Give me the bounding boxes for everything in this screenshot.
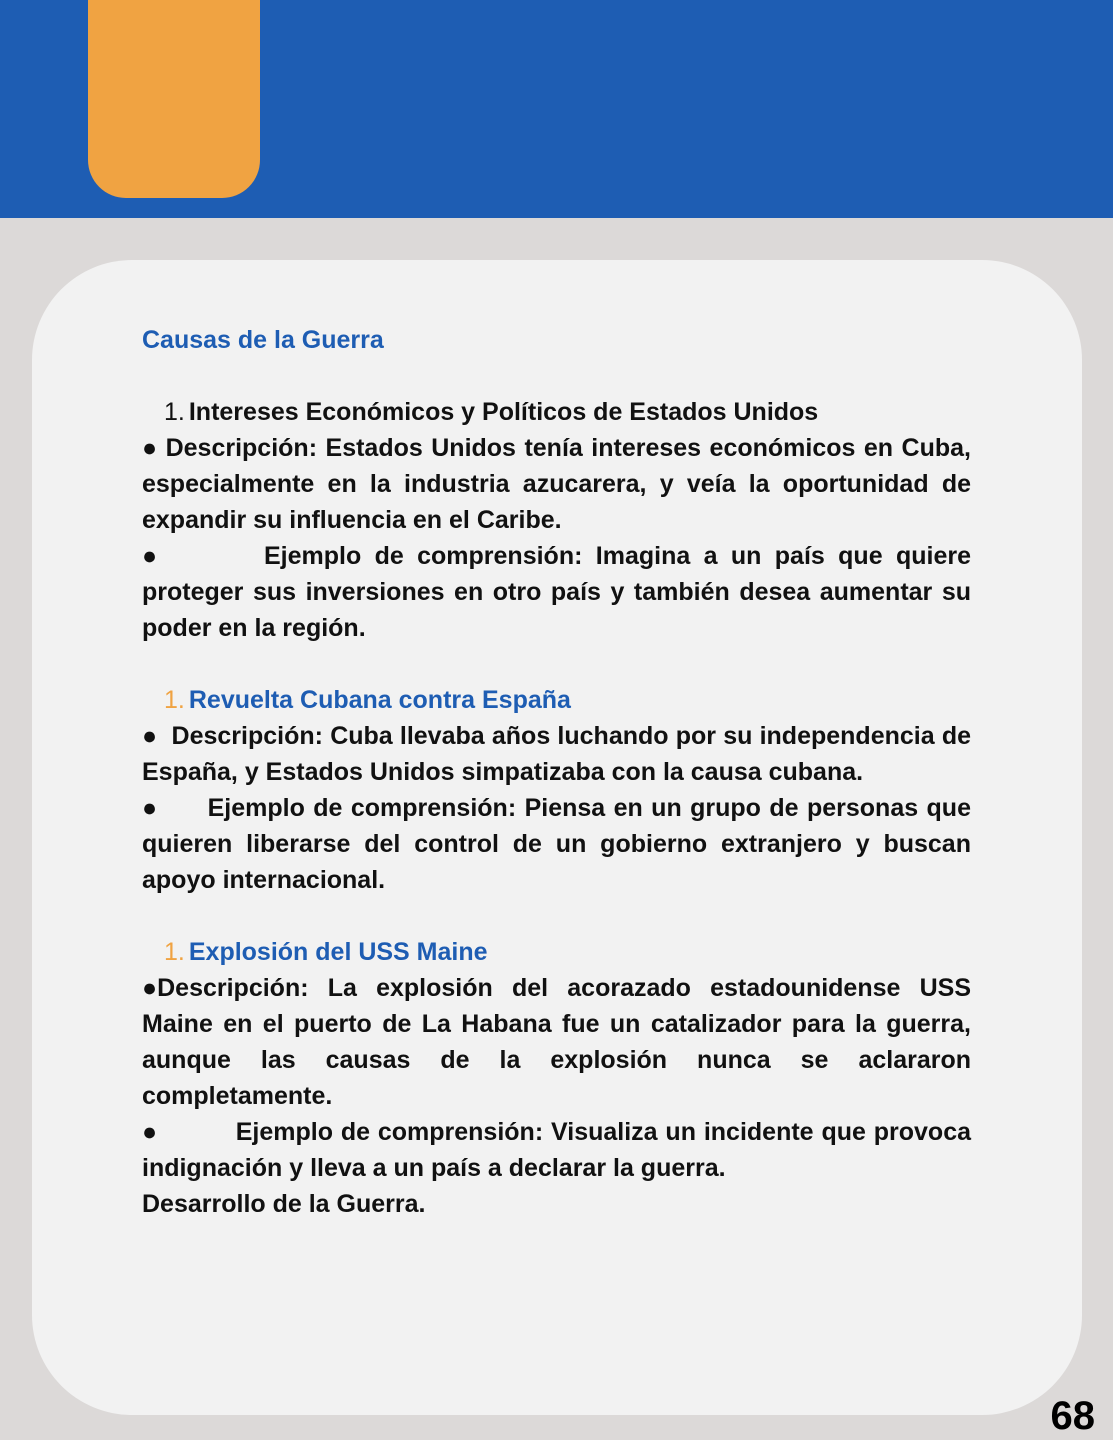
example-label: Ejemplo de comprensión: [235,1118,544,1146]
example-text: Imagina a un país que quiere proteger sus inversiones en otro país y también desea aumentar su poder en la región. [142,542,971,642]
description-label: Descripción: [157,974,309,1002]
description-text: Cuba llevaba años luchando por su independencia de España, y Estados Unidos simpatizaba con la causa cubana. [142,722,972,786]
item-heading [142,394,971,430]
item-number: 1. [164,938,185,966]
example-text: Visualiza un incidente que provoca indignación y lleva a un país a declarar la guerra. [142,1118,971,1182]
page-number: 68 [1050,1394,1095,1438]
item-number: 1. [164,398,185,426]
document-body [142,322,971,1222]
bullet-icon: ● [142,722,158,750]
description-text: Estados Unidos tenía intereses económicos en Cuba, especialmente en la industria azucarera, y veía la oportunidad de expandir su influencia en el Caribe. [142,434,971,534]
section-title: Causas de la Guerra [142,326,384,354]
example-label: Ejemplo de comprensión: [207,794,517,822]
example-text: Piensa en un grupo de personas que quieren liberarse del control de un gobierno extranjero y buscan apoyo internacional. [142,794,971,894]
description-label: Descripción: [171,722,323,750]
bullet-icon: ● [142,794,158,822]
item-title: Explosión del USS Maine [188,938,488,966]
bullet-icon: ● [142,434,158,462]
item-description [142,718,971,790]
item-heading [142,934,971,970]
example-label: Ejemplo de comprensión: [263,542,583,570]
item-heading [142,682,971,718]
description-label: Descripción: [165,434,318,462]
item-example [142,1114,971,1186]
item-example [142,790,971,898]
bullet-icon: ● [142,974,158,1002]
item-description [142,430,971,538]
closing-line: Desarrollo de la Guerra. [142,1190,426,1218]
item-title: Intereses Económicos y Políticos de Estados Unidos [188,398,819,426]
item-number: 1. [164,686,185,714]
item-title: Revuelta Cubana contra España [188,686,571,714]
header-tab [88,0,260,198]
item-description [142,970,971,1114]
description-text: La explosión del acorazado estadounidense USS Maine en el puerto de La Habana fue un catalizador para la guerra, aunque las causas de la explosión nunca se aclararon completamente. [142,974,971,1110]
bullet-icon: ● [142,1118,158,1146]
bullet-icon: ● [142,542,158,570]
item-example [142,538,971,646]
